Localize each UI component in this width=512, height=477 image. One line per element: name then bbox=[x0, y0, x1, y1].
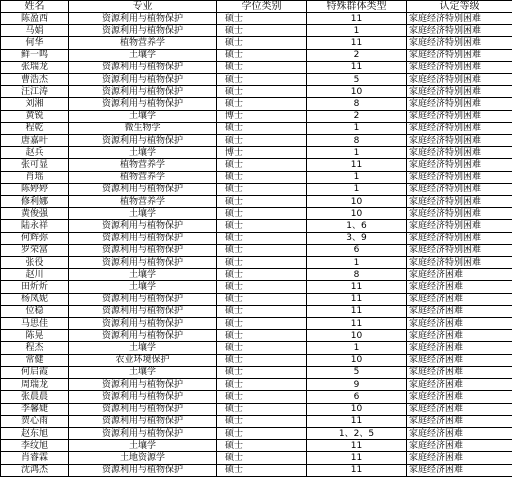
cell-major: 土壤学 bbox=[69, 342, 217, 354]
cell-group-type: 10 bbox=[307, 354, 407, 366]
cell-major: 资源利用与植物保护 bbox=[69, 415, 217, 427]
cell-degree: 硕士 bbox=[217, 159, 307, 171]
cell-name: 何华 bbox=[1, 37, 69, 49]
cell-major: 土壤学 bbox=[69, 281, 217, 293]
cell-name: 张可显 bbox=[1, 159, 69, 171]
cell-major: 土壤学 bbox=[69, 269, 217, 281]
table-body bbox=[1, 13, 512, 477]
cell-degree: 硕士 bbox=[217, 305, 307, 317]
cell-group-type: 11 bbox=[307, 464, 407, 476]
cell-level: 家庭经济特别困难 bbox=[407, 208, 512, 220]
cell-degree: 硕士 bbox=[217, 61, 307, 73]
cell-name: 陈婷婷 bbox=[1, 183, 69, 195]
table-row bbox=[1, 244, 512, 256]
cell-group-type: 1 bbox=[307, 147, 407, 159]
cell-degree: 硕士 bbox=[217, 269, 307, 281]
cell-name: 何启霞 bbox=[1, 366, 69, 378]
cell-name: 陆永祥 bbox=[1, 220, 69, 232]
cell-degree: 硕士 bbox=[217, 257, 307, 269]
cell-level: 家庭经济特别困难 bbox=[407, 86, 512, 98]
cell-major: 资源利用与植物保护 bbox=[69, 293, 217, 305]
cell-major: 土地资源学 bbox=[69, 452, 217, 464]
cell-degree: 硕士 bbox=[217, 208, 307, 220]
cell-level: 家庭经济特别困难 bbox=[407, 171, 512, 183]
cell-degree: 硕士 bbox=[217, 464, 307, 476]
cell-level: 家庭经济困难 bbox=[407, 269, 512, 281]
cell-name: 刘湘 bbox=[1, 98, 69, 110]
cell-name: 常健 bbox=[1, 354, 69, 366]
cell-degree: 硕士 bbox=[217, 220, 307, 232]
table-row bbox=[1, 452, 512, 464]
cell-level: 家庭经济困难 bbox=[407, 366, 512, 378]
cell-level: 家庭经济特别困难 bbox=[407, 244, 512, 256]
table-row bbox=[1, 379, 512, 391]
cell-level: 家庭经济特别困难 bbox=[407, 220, 512, 232]
cell-group-type: 9 bbox=[307, 379, 407, 391]
cell-major: 植物营养学 bbox=[69, 159, 217, 171]
cell-major: 资源利用与植物保护 bbox=[69, 98, 217, 110]
cell-level: 家庭经济特别困难 bbox=[407, 49, 512, 61]
cell-degree: 博士 bbox=[217, 110, 307, 122]
table-row bbox=[1, 220, 512, 232]
cell-degree: 硕士 bbox=[217, 342, 307, 354]
cell-major: 植物营养学 bbox=[69, 37, 217, 49]
table-row bbox=[1, 110, 512, 122]
header-level: 认定等级 bbox=[407, 1, 512, 13]
cell-group-type: 3、9 bbox=[307, 232, 407, 244]
cell-name: 陈晃 bbox=[1, 330, 69, 342]
cell-level: 家庭经济困难 bbox=[407, 379, 512, 391]
cell-degree: 硕士 bbox=[217, 13, 307, 25]
cell-group-type: 11 bbox=[307, 159, 407, 171]
cell-degree: 硕士 bbox=[217, 196, 307, 208]
cell-degree: 硕士 bbox=[217, 379, 307, 391]
cell-name: 程乾 bbox=[1, 122, 69, 134]
table-row bbox=[1, 269, 512, 281]
cell-level: 家庭经济特别困难 bbox=[407, 196, 512, 208]
cell-group-type: 6 bbox=[307, 244, 407, 256]
cell-level: 家庭经济特别困难 bbox=[407, 25, 512, 37]
cell-level: 家庭经济特别困难 bbox=[407, 135, 512, 147]
cell-level: 家庭经济特别困难 bbox=[407, 147, 512, 159]
cell-group-type: 5 bbox=[307, 74, 407, 86]
table-row bbox=[1, 37, 512, 49]
cell-degree: 硕士 bbox=[217, 415, 307, 427]
cell-degree: 硕士 bbox=[217, 122, 307, 134]
table-row bbox=[1, 196, 512, 208]
cell-degree: 硕士 bbox=[217, 452, 307, 464]
cell-group-type: 11 bbox=[307, 318, 407, 330]
table-row bbox=[1, 171, 512, 183]
cell-level: 家庭经济特别困难 bbox=[407, 232, 512, 244]
cell-level: 家庭经济困难 bbox=[407, 318, 512, 330]
cell-group-type: 10 bbox=[307, 330, 407, 342]
cell-level: 家庭经济特别困难 bbox=[407, 159, 512, 171]
cell-group-type: 8 bbox=[307, 98, 407, 110]
cell-major: 资源利用与植物保护 bbox=[69, 86, 217, 98]
cell-group-type: 11 bbox=[307, 440, 407, 452]
cell-major: 资源利用与植物保护 bbox=[69, 244, 217, 256]
table-row bbox=[1, 391, 512, 403]
cell-level: 家庭经济特别困难 bbox=[407, 13, 512, 25]
cell-level: 家庭经济特别困难 bbox=[407, 257, 512, 269]
cell-group-type: 1、6 bbox=[307, 220, 407, 232]
cell-major: 资源利用与植物保护 bbox=[69, 391, 217, 403]
cell-group-type: 10 bbox=[307, 196, 407, 208]
table-row bbox=[1, 427, 512, 439]
cell-name: 程杰 bbox=[1, 342, 69, 354]
cell-major: 土壤学 bbox=[69, 440, 217, 452]
cell-group-type: 1 bbox=[307, 171, 407, 183]
cell-name: 汪江涛 bbox=[1, 86, 69, 98]
cell-level: 家庭经济困难 bbox=[407, 403, 512, 415]
cell-major: 资源利用与植物保护 bbox=[69, 13, 217, 25]
header-degree: 学位类别 bbox=[217, 1, 307, 13]
cell-name: 何辉弥 bbox=[1, 232, 69, 244]
cell-degree: 硕士 bbox=[217, 135, 307, 147]
cell-degree: 硕士 bbox=[217, 293, 307, 305]
cell-name: 张瑞龙 bbox=[1, 61, 69, 73]
table-row bbox=[1, 440, 512, 452]
table-row bbox=[1, 147, 512, 159]
cell-name: 曹浩杰 bbox=[1, 74, 69, 86]
cell-name: 鲜一鸣 bbox=[1, 49, 69, 61]
table-row bbox=[1, 122, 512, 134]
cell-degree: 硕士 bbox=[217, 183, 307, 195]
table-row bbox=[1, 159, 512, 171]
cell-group-type: 1 bbox=[307, 183, 407, 195]
cell-group-type: 8 bbox=[307, 135, 407, 147]
table-row bbox=[1, 232, 512, 244]
cell-name: 赵东旭 bbox=[1, 427, 69, 439]
cell-name: 杨凤妮 bbox=[1, 293, 69, 305]
cell-degree: 硕士 bbox=[217, 281, 307, 293]
table-row bbox=[1, 415, 512, 427]
cell-group-type: 10 bbox=[307, 86, 407, 98]
cell-name: 马娟 bbox=[1, 25, 69, 37]
cell-name: 肖睿霖 bbox=[1, 452, 69, 464]
cell-major: 资源利用与植物保护 bbox=[69, 25, 217, 37]
cell-degree: 硕士 bbox=[217, 244, 307, 256]
cell-group-type: 2 bbox=[307, 110, 407, 122]
table-row bbox=[1, 366, 512, 378]
table-row bbox=[1, 86, 512, 98]
table-row bbox=[1, 403, 512, 415]
table-row bbox=[1, 354, 512, 366]
cell-degree: 硕士 bbox=[217, 318, 307, 330]
cell-name: 贺心雨 bbox=[1, 415, 69, 427]
cell-level: 家庭经济困难 bbox=[407, 452, 512, 464]
cell-group-type: 11 bbox=[307, 452, 407, 464]
cell-group-type: 10 bbox=[307, 208, 407, 220]
cell-name: 周瑞龙 bbox=[1, 379, 69, 391]
cell-name: 赵川 bbox=[1, 269, 69, 281]
cell-group-type: 11 bbox=[307, 415, 407, 427]
cell-major: 土壤学 bbox=[69, 49, 217, 61]
cell-name: 位稳 bbox=[1, 305, 69, 317]
cell-name: 李馨婕 bbox=[1, 403, 69, 415]
cell-major: 资源利用与植物保护 bbox=[69, 61, 217, 73]
cell-degree: 博士 bbox=[217, 147, 307, 159]
table-row bbox=[1, 49, 512, 61]
cell-group-type: 5 bbox=[307, 366, 407, 378]
cell-degree: 硕士 bbox=[217, 25, 307, 37]
cell-degree: 硕士 bbox=[217, 440, 307, 452]
cell-degree: 硕士 bbox=[217, 74, 307, 86]
cell-degree: 硕士 bbox=[217, 86, 307, 98]
cell-major: 资源利用与植物保护 bbox=[69, 220, 217, 232]
table-row bbox=[1, 464, 512, 476]
cell-group-type: 6 bbox=[307, 391, 407, 403]
cell-level: 家庭经济困难 bbox=[407, 464, 512, 476]
cell-group-type: 10 bbox=[307, 403, 407, 415]
table-row bbox=[1, 98, 512, 110]
cell-name: 马思佳 bbox=[1, 318, 69, 330]
cell-major: 资源利用与植物保护 bbox=[69, 74, 217, 86]
cell-level: 家庭经济特别困难 bbox=[407, 74, 512, 86]
cell-major: 土壤学 bbox=[69, 208, 217, 220]
cell-level: 家庭经济特别困难 bbox=[407, 61, 512, 73]
table-row bbox=[1, 330, 512, 342]
cell-name: 黄俊强 bbox=[1, 208, 69, 220]
header-name: 姓名 bbox=[1, 1, 69, 13]
cell-major: 资源利用与植物保护 bbox=[69, 135, 217, 147]
cell-level: 家庭经济困难 bbox=[407, 427, 512, 439]
cell-group-type: 1 bbox=[307, 342, 407, 354]
table-row bbox=[1, 281, 512, 293]
cell-name: 李纹旭 bbox=[1, 440, 69, 452]
table-row bbox=[1, 208, 512, 220]
cell-major: 微生物学 bbox=[69, 122, 217, 134]
cell-level: 家庭经济困难 bbox=[407, 440, 512, 452]
cell-group-type: 11 bbox=[307, 281, 407, 293]
cell-name: 黄锐 bbox=[1, 110, 69, 122]
cell-major: 资源利用与植物保护 bbox=[69, 257, 217, 269]
cell-degree: 硕士 bbox=[217, 171, 307, 183]
cell-level: 家庭经济困难 bbox=[407, 305, 512, 317]
table-row bbox=[1, 257, 512, 269]
table-row bbox=[1, 13, 512, 25]
cell-group-type: 2 bbox=[307, 49, 407, 61]
cell-level: 家庭经济困难 bbox=[407, 415, 512, 427]
cell-major: 资源利用与植物保护 bbox=[69, 232, 217, 244]
cell-major: 资源利用与植物保护 bbox=[69, 379, 217, 391]
cell-name: 修利娜 bbox=[1, 196, 69, 208]
cell-degree: 硕士 bbox=[217, 330, 307, 342]
cell-major: 资源利用与植物保护 bbox=[69, 403, 217, 415]
cell-name: 肖瑶 bbox=[1, 171, 69, 183]
cell-name: 赵兵 bbox=[1, 147, 69, 159]
header-group-type: 特殊群体类型 bbox=[307, 1, 407, 13]
cell-major: 植物营养学 bbox=[69, 171, 217, 183]
table-row bbox=[1, 318, 512, 330]
table-row bbox=[1, 305, 512, 317]
cell-name: 张役 bbox=[1, 257, 69, 269]
table-row bbox=[1, 61, 512, 73]
cell-major: 资源利用与植物保护 bbox=[69, 183, 217, 195]
cell-name: 沈鸿杰 bbox=[1, 464, 69, 476]
cell-major: 农业环境保护 bbox=[69, 354, 217, 366]
cell-level: 家庭经济特别困难 bbox=[407, 37, 512, 49]
cell-major: 资源利用与植物保护 bbox=[69, 305, 217, 317]
cell-degree: 硕士 bbox=[217, 366, 307, 378]
cell-major: 资源利用与植物保护 bbox=[69, 427, 217, 439]
cell-major: 土壤学 bbox=[69, 366, 217, 378]
cell-major: 土壤学 bbox=[69, 110, 217, 122]
table-row bbox=[1, 74, 512, 86]
cell-degree: 硕士 bbox=[217, 391, 307, 403]
cell-degree: 硕士 bbox=[217, 232, 307, 244]
cell-level: 家庭经济困难 bbox=[407, 342, 512, 354]
cell-group-type: 11 bbox=[307, 61, 407, 73]
cell-level: 家庭经济困难 bbox=[407, 330, 512, 342]
cell-major: 资源利用与植物保护 bbox=[69, 330, 217, 342]
cell-degree: 硕士 bbox=[217, 403, 307, 415]
table-row bbox=[1, 135, 512, 147]
cell-group-type: 1 bbox=[307, 122, 407, 134]
cell-name: 唐嘉叶 bbox=[1, 135, 69, 147]
cell-degree: 硕士 bbox=[217, 37, 307, 49]
cell-major: 土壤学 bbox=[69, 147, 217, 159]
table-row bbox=[1, 293, 512, 305]
cell-name: 陈盈西 bbox=[1, 13, 69, 25]
cell-degree: 硕士 bbox=[217, 427, 307, 439]
cell-group-type: 1 bbox=[307, 25, 407, 37]
cell-group-type: 8 bbox=[307, 269, 407, 281]
cell-degree: 硕士 bbox=[217, 354, 307, 366]
cell-level: 家庭经济特别困难 bbox=[407, 98, 512, 110]
cell-level: 家庭经济特别困难 bbox=[407, 122, 512, 134]
cell-level: 家庭经济特别困难 bbox=[407, 110, 512, 122]
cell-group-type: 11 bbox=[307, 305, 407, 317]
table-row bbox=[1, 25, 512, 37]
cell-degree: 硕士 bbox=[217, 98, 307, 110]
cell-major: 资源利用与植物保护 bbox=[69, 464, 217, 476]
cell-level: 家庭经济困难 bbox=[407, 281, 512, 293]
cell-level: 家庭经济困难 bbox=[407, 391, 512, 403]
cell-name: 罗荣富 bbox=[1, 244, 69, 256]
table-row bbox=[1, 183, 512, 195]
header-row bbox=[1, 1, 512, 13]
cell-major: 资源利用与植物保护 bbox=[69, 318, 217, 330]
cell-degree: 硕士 bbox=[217, 49, 307, 61]
cell-level: 家庭经济困难 bbox=[407, 293, 512, 305]
cell-level: 家庭经济特别困难 bbox=[407, 183, 512, 195]
cell-name: 张晨晨 bbox=[1, 391, 69, 403]
cell-group-type: 11 bbox=[307, 37, 407, 49]
cell-group-type: 11 bbox=[307, 13, 407, 25]
cell-name: 田炘炘 bbox=[1, 281, 69, 293]
cell-group-type: 11 bbox=[307, 293, 407, 305]
header-major: 专业 bbox=[69, 1, 217, 13]
cell-group-type: 1 bbox=[307, 257, 407, 269]
cell-major: 植物营养学 bbox=[69, 196, 217, 208]
table-row bbox=[1, 342, 512, 354]
cell-group-type: 1、2、5 bbox=[307, 427, 407, 439]
cell-level: 家庭经济困难 bbox=[407, 354, 512, 366]
